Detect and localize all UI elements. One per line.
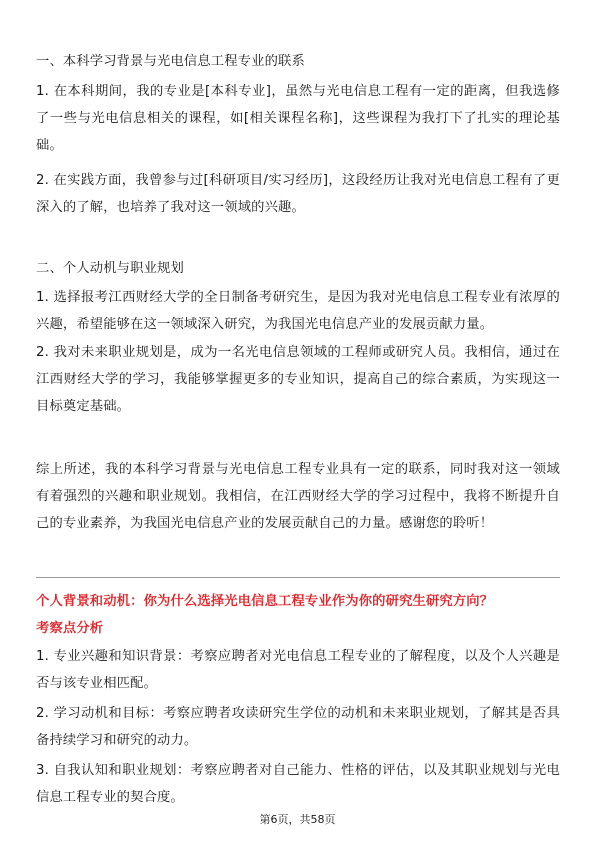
page-number: 第6页，共58页 [259, 813, 336, 826]
analysis-item-1: 1. 专业兴趣和知识背景：考察应聘者对光电信息工程专业的了解程度，以及个人兴趣是否与该专业相匹配。 [36, 649, 560, 691]
section-divider [36, 577, 560, 578]
analysis-item-2: 2. 学习动机和目标：考察应聘者攻读研究生学位的动机和未来职业规划，了解其是否具备持续学习和研究的动力。 [36, 706, 560, 748]
analysis-title: 考察点分析 [36, 621, 104, 636]
question-title: 个人背景和动机：你为什么选择光电信息工程专业作为你的研究生研究方向？ [36, 594, 494, 609]
section2-item-2: 2. 我对未来职业规划是，成为一名光电信息领域的工程师或研究人员。我相信，通过在江西财经大学的学习，我能够掌握更多的专业知识，提高自己的综合素质，为实现这一目标奠定基础。 [36, 345, 560, 414]
analysis-item-3: 3. 自我认知和职业规划：考察应聘者对自己能力、性格的评估，以及其职业规划与光电信息工程专业的契合度。 [36, 763, 560, 805]
section1-item-1: 1. 在本科期间，我的专业是[本科专业]，虽然与光电信息工程有一定的距离，但我选修了一些与光电信息相关的课程，如[相关课程名称]，这些课程为我打下了扎实的理论基础。 [36, 84, 560, 153]
section1-item-2: 2. 在实践方面，我曾参与过[科研项目/实习经历]，这段经历让我对光电信息工程有了更深入的了解，也培养了我对这一领域的兴趣。 [36, 173, 560, 215]
section2-item-1: 1. 选择报考江西财经大学的全日制备考研究生，是因为我对光电信息工程专业有浓厚的兴趣，希望能够在这一领域深入研究，为我国光电信息产业的发展贡献力量。 [36, 290, 560, 332]
section2-title: 二、个人动机与职业规划 [36, 261, 184, 276]
section1-title: 一、本科学习背景与光电信息工程专业的联系 [36, 54, 305, 69]
conclusion-paragraph: 综上所述，我的本科学习背景与光电信息工程专业具有一定的联系，同时我对这一领域有着强烈的兴趣和职业规划。我相信，在江西财经大学的学习过程中，我将不断提升自己的专业素养，为我国光电信息产业的发展贡献自己的力量。感谢您的聆听！ [36, 462, 560, 531]
